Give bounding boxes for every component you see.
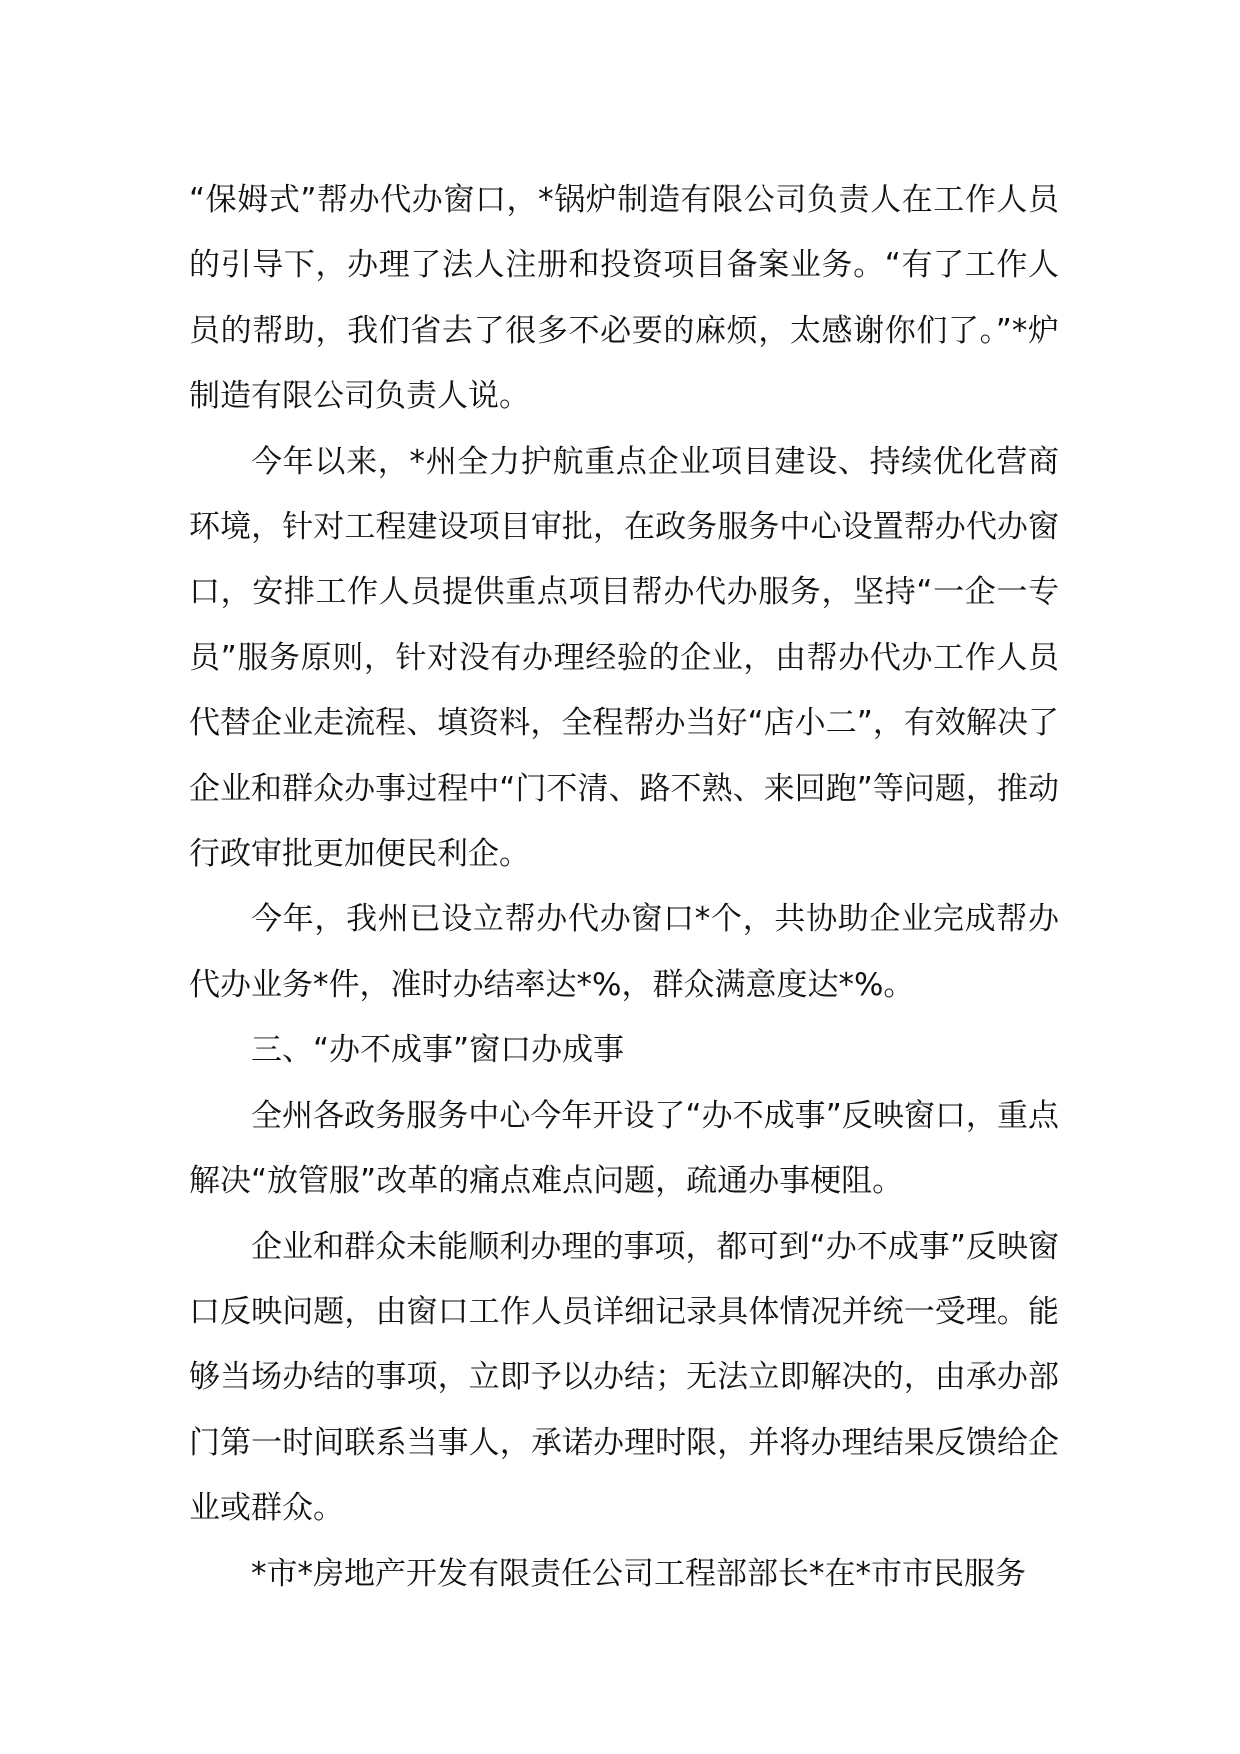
paragraph-1: “保姆式”帮办代办窗口，*锅炉制造有限公司负责人在工作人员的引导下，办理了法人注册和投资项目备案业务。“有了工作人员的帮助，我们省去了很多不必要的麻烦，太感谢你们了。”*炉制造有限公司负责人说。 [189, 182, 1059, 415]
paragraph-2: 今年以来，*州全力护航重点企业项目建设、持续优化营商环境，针对工程建设项目审批，在政务服务中心设置帮办代办窗口，安排工作人员提供重点项目帮办代办服务，坚持“一企一专员”服务原则，针对没有办理经验的企业，由帮办代办工作人员代替企业走流程、填资料，全程帮办当好“店小二”，有效解决了企业和群众办事过程中“门不清、路不熟、来回跑”等问题，推动行政审批更加便民利企。 [189, 443, 1059, 873]
paragraph-7: *市*房地产开发有限责任公司工程部部长*在*市市民服务 [251, 1555, 1026, 1592]
paragraph-6: 企业和群众未能顺利办理的事项，都可到“办不成事”反映窗口反映问题，由窗口工作人员详细记录具体情况并统一受理。能够当场办结的事项，立即予以办结；无法立即解决的，由承办部门第一时间联系当事人，承诺办理时限，并将办理结果反馈给企业或群众。 [189, 1228, 1059, 1527]
paragraph-5: 全州各政务服务中心今年开设了“办不成事”反映窗口，重点解决“放管服”改革的痛点难点问题，疏通办事梗阻。 [189, 1097, 1059, 1200]
paragraph-3: 今年，我州已设立帮办代办窗口*个，共协助企业完成帮办代办业务*件，准时办结率达*%，群众满意度达*%。 [189, 901, 1059, 1003]
section-heading-3: 三、“办不成事”窗口办成事 [251, 1032, 625, 1069]
document-body [189, 168, 1059, 1607]
